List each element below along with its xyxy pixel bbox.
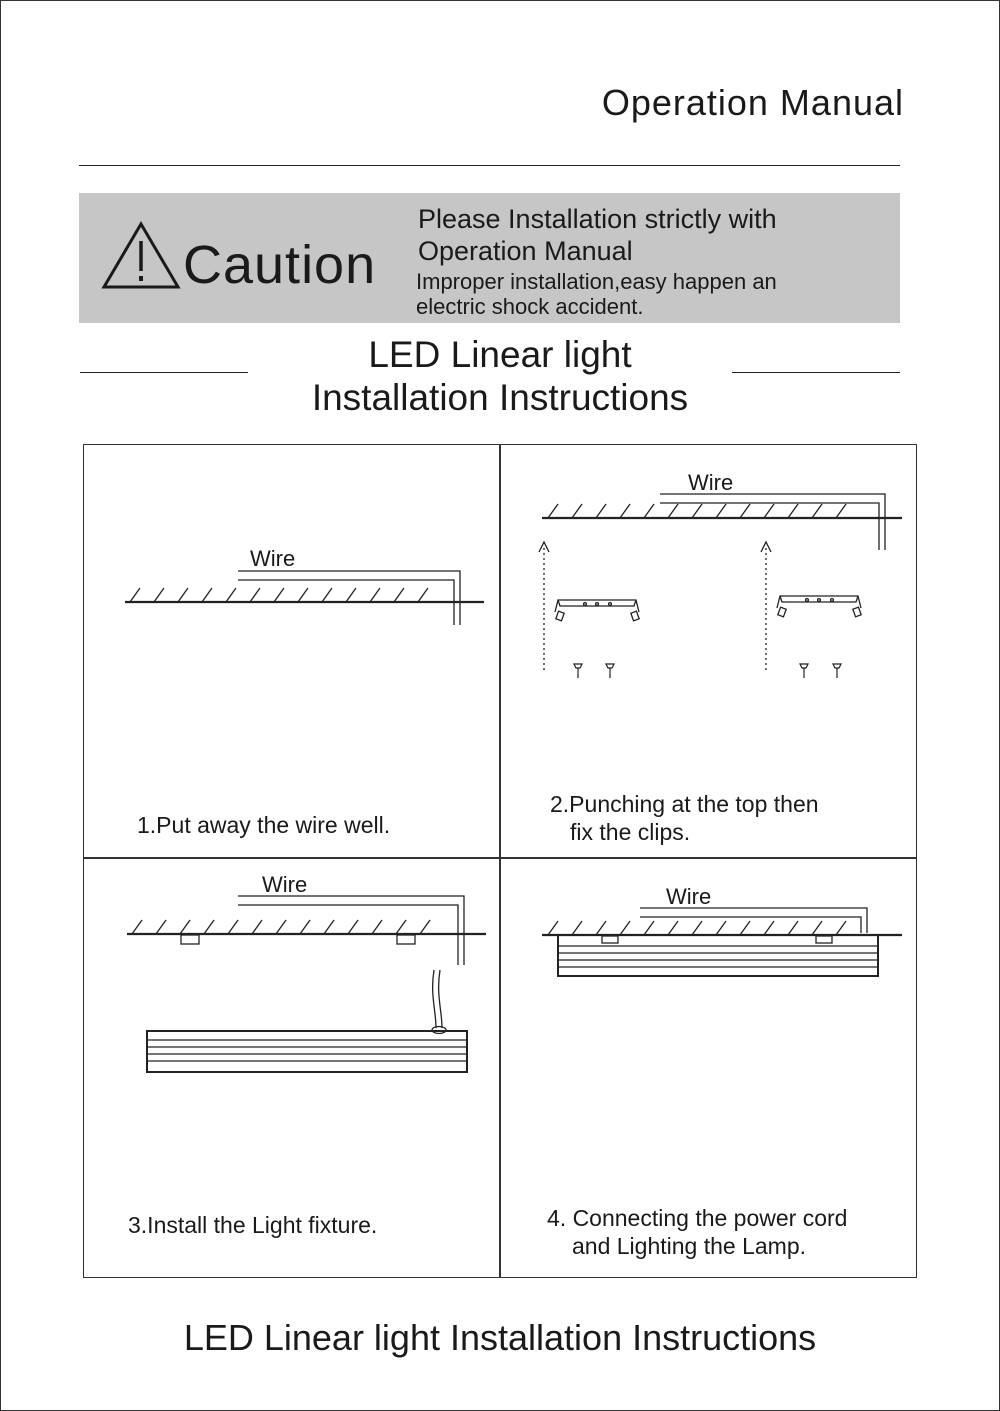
- ceiling-hatch-mark: [572, 504, 582, 518]
- ceiling-hatch-mark: [228, 920, 238, 934]
- ceiling-hatch-mark: [394, 588, 404, 602]
- ceiling-hatch-mark: [572, 921, 582, 935]
- ceiling-hatch-mark: [202, 588, 212, 602]
- ceiling-hatch-mark: [644, 921, 654, 935]
- ceiling-hatch-mark: [716, 921, 726, 935]
- ceiling-hatch-mark: [764, 504, 774, 518]
- step-1-caption: 1.Put away the wire well.: [137, 812, 391, 838]
- ceiling-hatch-mark: [692, 504, 702, 518]
- ceiling-hatch-mark: [788, 921, 798, 935]
- ceiling-hatch-mark: [668, 504, 678, 518]
- ceiling-hatch-mark: [276, 920, 286, 934]
- ceiling-hatch-mark: [226, 588, 236, 602]
- step-4-caption-line1: 4. Connecting the power cord: [547, 1205, 848, 1231]
- caution-message-line2: Operation Manual: [418, 236, 633, 266]
- mounting-clip-right: [777, 596, 861, 617]
- step-2-caption-line1: 2.Punching at the top then: [550, 791, 819, 817]
- ceiling-hatch-mark: [348, 920, 358, 934]
- caution-heading: Caution: [183, 235, 377, 295]
- step-4-wire-label: Wire: [666, 884, 712, 909]
- ceiling-hatch-mark: [644, 504, 654, 518]
- caution-warning-line2: electric shock accident.: [416, 294, 644, 319]
- ceiling-hatch-mark: [154, 588, 164, 602]
- ceiling-hatch-mark: [548, 921, 558, 935]
- ceiling-hatch-mark: [836, 921, 846, 935]
- main-title-line2: Installation Instructions: [311, 377, 689, 418]
- ceiling-hatch-mark: [596, 921, 606, 935]
- step-3-caption: 3.Install the Light fixture.: [128, 1212, 378, 1238]
- caution-warning-line1: Improper installation,easy happen an: [416, 269, 777, 294]
- ceiling-hatch-mark: [370, 588, 380, 602]
- step-2-diagram: [539, 470, 902, 678]
- ceiling-hatch-mark: [298, 588, 308, 602]
- ceiling-hatch-mark: [178, 588, 188, 602]
- ceiling-hatch-mark: [132, 920, 142, 934]
- step-4-caption-line2: and Lighting the Lamp.: [572, 1233, 807, 1259]
- step-2-caption-line2: fix the clips.: [570, 819, 691, 845]
- page-header-title: Operation Manual: [601, 82, 904, 123]
- ceiling-hatch-mark: [836, 504, 846, 518]
- main-title-line1: LED Linear light: [368, 334, 632, 375]
- ceiling-hatch-mark: [274, 588, 284, 602]
- ceiling-hatch-mark: [130, 588, 140, 602]
- step-2-wire-label: Wire: [688, 470, 734, 495]
- ceiling-hatch-mark: [156, 920, 166, 934]
- footer-title: LED Linear light Installation Instructions: [183, 1317, 817, 1358]
- ceiling-hatch-mark: [324, 920, 334, 934]
- ceiling-hatch-mark: [716, 504, 726, 518]
- ceiling-hatch-mark: [346, 588, 356, 602]
- step-1-wire-label: Wire: [250, 546, 296, 571]
- ceiling-hatch-mark: [620, 921, 630, 935]
- ceiling-hatch-mark: [596, 504, 606, 518]
- ceiling-hatch-mark: [668, 921, 678, 935]
- ceiling-hatch-mark: [250, 588, 260, 602]
- ceiling-hatch-mark: [372, 920, 382, 934]
- step-3-diagram: [127, 872, 486, 1072]
- caution-message-line1: Please Installation strictly with: [418, 204, 777, 234]
- ceiling-hatch-mark: [396, 920, 406, 934]
- ceiling-hatch-mark: [420, 920, 430, 934]
- ceiling-hatch-mark: [252, 920, 262, 934]
- ceiling-hatch-mark: [204, 920, 214, 934]
- ceiling-hatch-mark: [788, 504, 798, 518]
- ceiling-hatch-mark: [180, 920, 190, 934]
- ceiling-hatch-mark: [692, 921, 702, 935]
- ceiling-hatch-mark: [764, 921, 774, 935]
- step-3-wire-label: Wire: [262, 872, 308, 897]
- ceiling-hatch-mark: [300, 920, 310, 934]
- ceiling-hatch-mark: [812, 504, 822, 518]
- ceiling-hatch-mark: [322, 588, 332, 602]
- ceiling-hatch-mark: [620, 504, 630, 518]
- step-1-diagram: [125, 546, 484, 625]
- ceiling-hatch-mark: [418, 588, 428, 602]
- ceiling-hatch-mark: [740, 504, 750, 518]
- ceiling-hatch-mark: [812, 921, 822, 935]
- screws: [574, 664, 841, 678]
- ceiling-hatch-mark: [740, 921, 750, 935]
- mounting-clip-left: [555, 600, 639, 621]
- ceiling-hatch-mark: [548, 504, 558, 518]
- step-4-diagram: [542, 884, 902, 976]
